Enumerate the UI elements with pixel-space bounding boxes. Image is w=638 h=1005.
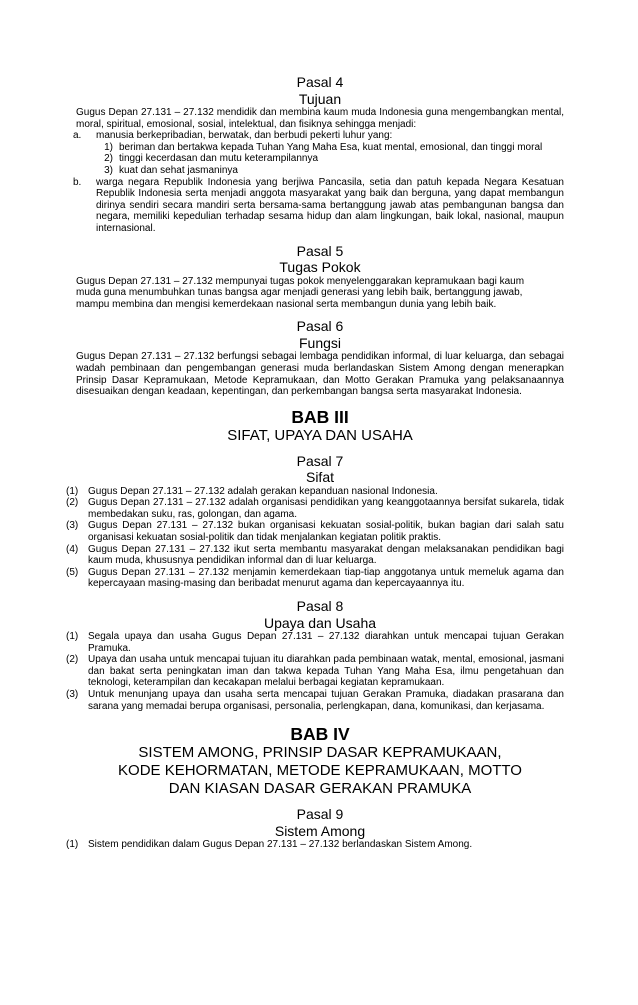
- bab-4-subtitle-line-1: SISTEM AMONG, PRINSIP DASAR KEPRAMUKAAN,: [138, 744, 502, 762]
- bab-4-title: BAB IV: [290, 724, 350, 745]
- subitem-text: tinggi kecerdasan dan mutu keterampilannya: [119, 153, 319, 165]
- item-text: Untuk menunjang upaya dan usaha serta mencapai tujuan Gerakan Pramuka, diadakan prasarana dan sarana yang memadai berupa organisasi, personalia, perlengkapan, dana, komunikasi, dan kerjasama.: [88, 689, 564, 712]
- item-label: a.: [73, 130, 82, 142]
- pasal-7-item-3: [66, 520, 564, 544]
- pasal-4-title: Pasal 4: [296, 74, 344, 90]
- item-label: (1): [66, 839, 79, 851]
- document-page: [66, 74, 564, 851]
- pasal-8-item-2: [66, 654, 564, 689]
- pasal-6-text: Gugus Depan 27.131 – 27.132 berfungsi sebagai lembaga pendidikan informal, di luar keluarga, dan sebagai wadah pembinaan dan pengembangan generasi muda berlandaskan Sistem Among dengan menerapkan Prinsip Dasar Kepramukaan, Metode Kepramukaan, dan Motto Gerakan Pramuka yang pelaksanaannya disesuaikan dengan keadaan, kepentingan, dan perkembangan bangsa serta masyarakat Indonesia.: [76, 351, 564, 398]
- pasal-5-title: Pasal 5: [296, 242, 344, 259]
- pasal-4-item-b: [73, 176, 564, 235]
- item-text: manusia berkepribadian, berwatak, dan berbudi pekerti luhur yang:: [96, 130, 393, 142]
- subitem-label: 3): [104, 164, 113, 176]
- pasal-5-subtitle: Tugas Pokok: [279, 259, 361, 276]
- item-text: Gugus Depan 27.131 – 27.132 adalah gerakan kepanduan nasional Indonesia.: [88, 485, 438, 497]
- pasal-9-subtitle: Sistem Among: [274, 822, 366, 839]
- pasal-6-subtitle: Fungsi: [298, 334, 342, 351]
- pasal-5-text: Gugus Depan 27.131 – 27.132 mempunyai tugas pokok menyelenggarakan kepramukaan bagi kaum muda guna menumbuhkan tunas bangsa agar menjadi generasi yang lebih baik, bertanggung jawab, mampu membina dan mengisi kemerdekaan nasional serta membangun dunia yang lebih baik.: [76, 275, 525, 310]
- item-text: Gugus Depan 27.131 – 27.132 menjamin kemerdekaan tiap-tiap anggotanya untuk memeluk agama dan kepercayaan masing-masing dan beribadat menurut agama dan kepercayaannya itu.: [88, 566, 564, 590]
- pasal-8-subtitle: Upaya dan Usaha: [263, 614, 377, 631]
- pasal-8-title: Pasal 8: [296, 598, 344, 615]
- pasal-7-title: Pasal 7: [296, 452, 344, 469]
- pasal-4-subitem-2: [99, 153, 564, 165]
- pasal-8-item-3: [66, 689, 564, 712]
- pasal-4-subitem-3: [99, 165, 564, 177]
- item-label: (4): [66, 543, 79, 555]
- subitem-label: 2): [104, 153, 113, 165]
- pasal-9-item-1: [66, 839, 564, 851]
- item-label: (3): [66, 520, 79, 532]
- item-text: Sistem pendidikan dalam Gugus Depan 27.131 – 27.132 berlandaskan Sistem Among.: [88, 839, 473, 851]
- item-label: (5): [66, 566, 79, 578]
- pasal-4-intro: Gugus Depan 27.131 – 27.132 mendidik dan membina kaum muda Indonesia guna mengembangkan mental, moral, spiritual, emosional, sosial, intelektual, dan fisiknya sehingga menjadi:: [76, 107, 564, 130]
- bab-3-subtitle: SIFAT, UPAYA DAN USAHA: [227, 426, 413, 444]
- item-label: (1): [66, 485, 79, 497]
- bab-4-subtitle-line-2: KODE KEHORMATAN, METODE KEPRAMUKAAN, MOTTO: [118, 762, 522, 780]
- pasal-4-item-a: [73, 130, 564, 142]
- bab-3-title: BAB III: [291, 406, 349, 427]
- item-label: (2): [66, 654, 79, 666]
- bab-4-subtitle-line-3: DAN KIASAN DASAR GERAKAN PRAMUKA: [168, 780, 472, 798]
- pasal-6-title: Pasal 6: [296, 318, 344, 335]
- item-text: Upaya dan usaha untuk mencapai tujuan itu diarahkan pada pembinaan watak, mental, emosional, jasmani dan bakat serta peningkatan iman dan takwa kepada Tuhan Yang Maha Esa, ilmu pengetahuan dan teknologi, keterampilan dan kecakapan melalui berbagai kegiatan kepramukaan.: [88, 654, 564, 689]
- item-label: (3): [66, 689, 79, 700]
- subitem-text: beriman dan bertakwa kepada Tuhan Yang Maha Esa, kuat mental, emosional, dan tinggi moral: [119, 141, 543, 153]
- pasal-9-title: Pasal 9: [296, 806, 344, 823]
- subitem-label: 1): [104, 141, 113, 153]
- pasal-4-subtitle: Tujuan: [298, 90, 342, 107]
- item-text: warga negara Republik Indonesia yang berjiwa Pancasila, setia dan patuh kepada Negara Kesatuan Republik Indonesia serta menjadi anggota masyarakat yang baik dan berguna, yang dapat membangun dirinya sendiri secara mandiri serta bersama-sama bertanggung jawab atas pembangunan bangsa dan negara, memiliki kepedulian terhadap sesama hidup dan alam lingkungan, baik lokal, nasional, maupun internasional.: [96, 176, 564, 234]
- pasal-7-subtitle: Sifat: [305, 469, 334, 486]
- pasal-7-item-5: [66, 566, 564, 590]
- pasal-7-item-4: [66, 543, 564, 567]
- item-text: Gugus Depan 27.131 – 27.132 adalah organisasi pendidikan yang keanggotaannya bersifat sukarela, tidak membedakan suku, ras, golongan, dan agama.: [88, 497, 564, 520]
- item-text: Gugus Depan 27.131 – 27.132 ikut serta membantu masyarakat dengan melaksanakan pendidikan bagi kaum muda, khususnya pendidikan informal dan di luar keluarga.: [88, 543, 564, 567]
- item-text: Gugus Depan 27.131 – 27.132 bukan organisasi kekuatan sosial-politik, bukan bagian dari salah satu organisasi kekuatan sosial-politik dan tidak menjalankan kegiatan politik praktis.: [88, 520, 564, 544]
- pasal-7-item-2: [66, 497, 564, 520]
- item-label: (1): [66, 631, 79, 643]
- item-label: b.: [73, 176, 82, 188]
- subitem-text: kuat dan sehat jasmaninya: [119, 164, 238, 176]
- pasal-8-item-1: [66, 631, 564, 654]
- item-text: Segala upaya dan usaha Gugus Depan 27.131 – 27.132 diarahkan untuk mencapai tujuan Gerakan Pramuka.: [88, 631, 564, 654]
- pasal-4-subitem-1: [99, 142, 564, 154]
- pasal-7-item-1: [66, 485, 564, 498]
- item-label: (2): [66, 497, 79, 509]
